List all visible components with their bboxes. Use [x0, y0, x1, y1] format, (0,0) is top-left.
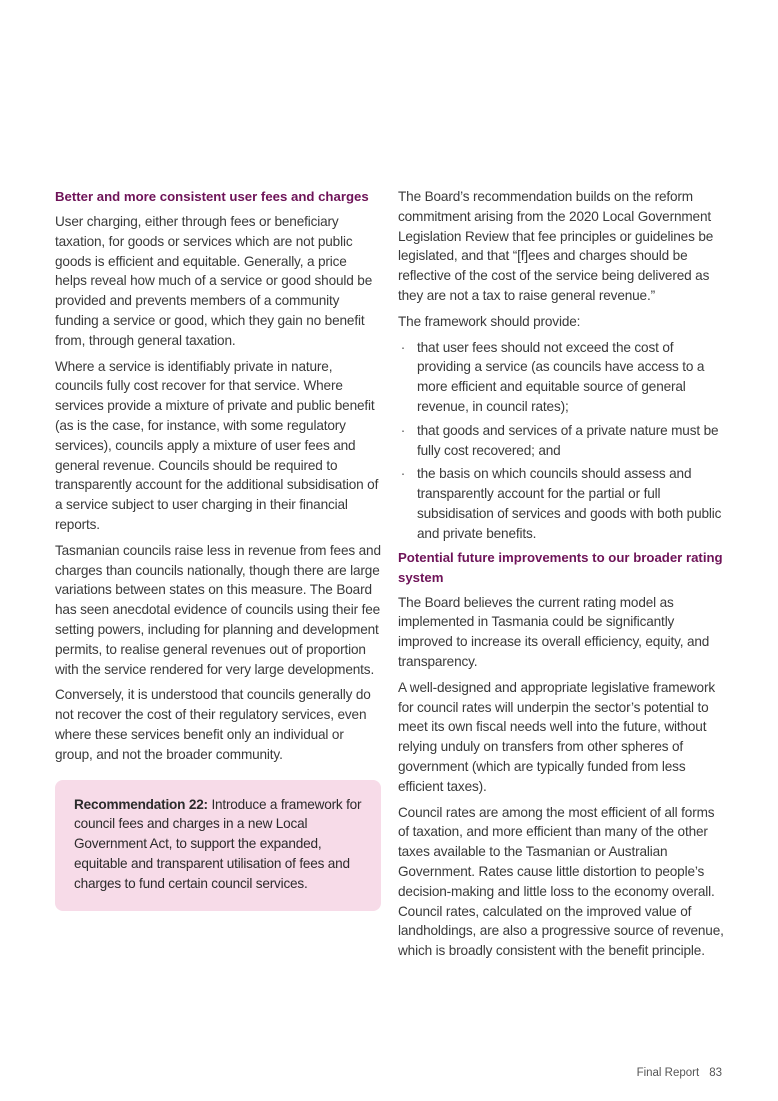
recommendation-box: [55, 780, 381, 911]
list-item: [398, 464, 726, 543]
paragraph: User charging, either through fees or beneficiary taxation, for goods or services which are not public goods is efficient and equitable. Generally, a price helps reveal how much of a service or good should be provided and prevents members of a community funding a service or good, which they gain no benefit from, through general taxation.: [55, 214, 373, 348]
section-heading-user-fees: Better and more consistent user fees and charges: [55, 189, 369, 204]
bullet-icon: ·: [400, 422, 406, 438]
bullet-icon: ·: [400, 466, 406, 482]
footer-label: Final Report: [636, 1067, 700, 1079]
left-column: [55, 187, 381, 911]
framework-lead: The framework should provide:: [398, 313, 581, 329]
right-column: [398, 187, 726, 967]
paragraph: The Board’s recommendation builds on the reform commitment arising from the 2020 Local Government Legislation Review that fee principles or guidelines be legislated, and that “[f]ees and charges should be reflective of the cost of the service being delivered as they are not a tax to raise general revenue.”: [398, 189, 714, 303]
paragraph: A well-designed and appropriate legislative framework for council rates will underpin the sector’s potential to meet its own fiscal needs well into the future, without relying unduly on transfers from other spheres of government (which are typically funded from less efficient taxes).: [398, 679, 715, 794]
page-number: 83: [709, 1067, 722, 1079]
list-item-text: that goods and services of a private nature must be fully cost recovered; and: [417, 422, 719, 458]
paragraph: Conversely, it is understood that councils generally do not recover the cost of their regulatory services, even where these services benefit only an individual or group, and not the broader community.: [55, 687, 371, 762]
recommendation-label: Recommendation 22:: [74, 796, 208, 812]
paragraph: Council rates are among the most efficient of all forms of taxation, and more efficient than many of the other taxes available to the Tasmanian or Australian Government. Rates cause little distortion to people’s decision-making and little loss to the economy overall. Council rates, calculated on the improved value of landholdings, are also a progressive source of revenue, which is broadly consistent with the benefit principle.: [398, 804, 724, 959]
paragraph: The Board believes the current rating model as implemented in Tasmania could be significantly improved to increase its overall efficiency, equity, and transparency.: [398, 594, 710, 669]
bullet-icon: ·: [400, 339, 406, 355]
section-heading-rating-system: Potential future improvements to our broader rating system: [398, 549, 723, 585]
page-footer: [637, 1065, 722, 1081]
paragraph: Where a service is identifiably private in nature, councils fully cost recover for that service. Where services provide a mixture of private and public benefit (as is the case, for instance, with some regulatory services), councils apply a mixture of user fees and general revenue. Councils should be required to transparently account for the additional subsidisation of a service subject to user charging in their financial reports.: [55, 358, 379, 532]
list-item-text: the basis on which councils should assess and transparently account for the partial or full subsidisation of services and goods with both public and private benefits.: [417, 466, 722, 541]
paragraph: Tasmanian councils raise less in revenue from fees and charges than councils nationally, though there are large variations between states on this measure. The Board has seen anecdotal evidence of councils using their fee setting powers, including for planning and development permits, to realise general revenues out of proportion with the service rendered for very large developments.: [55, 542, 381, 677]
list-item-text: that user fees should not exceed the cost of providing a service (as councils have access to a more efficient and equitable source of general revenue, in council rates);: [417, 339, 705, 414]
framework-list: [398, 338, 726, 544]
recommendation-text: [74, 795, 363, 894]
list-item: [398, 338, 726, 417]
list-item: [398, 421, 726, 461]
recommendation-body: Introduce a framework for council fees and charges in a new Local Government Act, to support the expanded, equitable and transparent utilisation of fees and charges to fund certain council services.: [74, 796, 362, 891]
